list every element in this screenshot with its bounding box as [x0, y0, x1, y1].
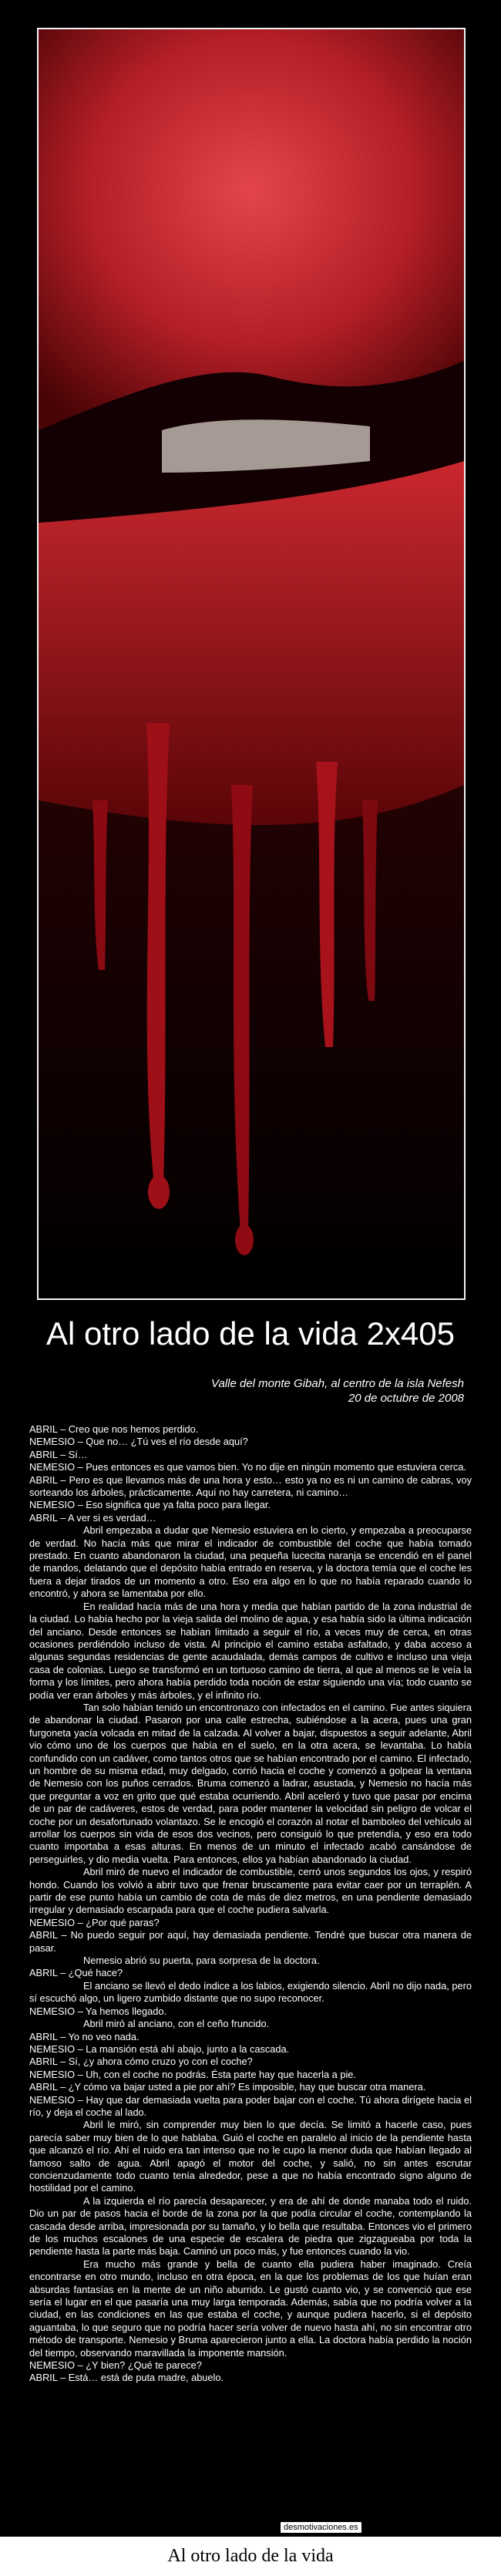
- story-paragraph: NEMESIO – Hay que dar demasiada vuelta para poder bajar con el coche. Tú ahora dirígete hacia el río, y deja el coche al lado.: [29, 2093, 472, 2118]
- story-paragraph: Abril empezaba a dudar que Nemesio estuviera en lo cierto, y empezaba a preocuparse de verdad. No hacía más que mirar el indicador de combustible del coche que había tomado prestado. En cuanto abandonaron la ciudad, una pequeña lucecita naranja se encendió en el panel de mandos, delatando que el depósito había entrado en reserva, y la doctora temía que el coche les fuera a dejar tirados de un momento a otro. Eso era algo en lo que no había reparado cuando lo encontró, y ahora se lamentaba por ello.: [29, 1524, 472, 1600]
- story-paragraph: NEMESIO – Eso significa que ya falta poco para llegar.: [29, 1499, 271, 1511]
- story-paragraph: En realidad hacía más de una hora y media que habían partido de la zona industrial de la ciudad. Lo había hecho por la vieja salida del molino de agua, y esa había sido la última indicación del anciano. Desde entonces se habían limitado a seguir el río, a veces muy de cerca, en otras ocasiones perdiéndolo incluso de vista. Al principio el camino estaba asfaltado, y daba acceso a algunas segundas residencias de gente acaudalada, demás campos de cultivo e incluso una vieja casa de colonias. Luego se transformó en un tortuoso camino de tierra, al que al menos se le veía la forma y los límites, pero ahora había perdido toda noción de estar siguiendo una vía; todo cuanto se podía ver eran árboles y más árboles, y el infinito río.: [29, 1600, 472, 1701]
- lips-image: [39, 29, 464, 1298]
- site-watermark[interactable]: desmotivaciones.es: [280, 2521, 362, 2534]
- story-paragraph: Abril miró al anciano, con el ceño fruncido.: [83, 2018, 270, 2030]
- story-paragraph: Abril le miró, sin comprender muy bien lo que decía. Se limitó a hacerle caso, pues parecía saber muy bien de lo que hablaba. Guió el coche en paralelo al inicio de la pendiente hasta que alcanzó el río. Ahí el ruido era tan intenso que no le cupo la menor duda que habían llegado al famoso salto de agua. Abril apagó el motor del coche, y salió, no sin antes escrutar concienzudamente todo cuanto tenía alrededor, pese a que no había encontrado signo alguno de hostilidad por el camino.: [29, 2119, 472, 2194]
- story-paragraph: ABRIL – ¿Qué hace?: [29, 1967, 123, 1979]
- lips-blood-photo: [37, 28, 466, 1300]
- story-paragraph: ABRIL – Está… está de puta madre, abuelo.: [29, 2372, 224, 2384]
- story-location-date: [211, 1376, 464, 1406]
- story-paragraph: A la izquierda el río parecía desaparecer, y era de ahí de donde manaba todo el ruido. Dio un par de pasos hacia el borde de la zona por la que podía circular el coche, contemplando la cascada desde arriba, impresionada por su tamaño, y lo bella que resultaba. Entonces vio el primero de los muchos escalones de una especie de escalera de piedra que zigzagueaba por toda la pendiente hasta la parte más baja. Caminó un poco más, y fue entonces cuando la vio.: [29, 2194, 472, 2258]
- story-paragraph: Tan solo habían tenido un encontronazo con infectados en el camino. Fue antes siquiera de abandonar la ciudad. Pasaron por una calle estrecha, subiéndose a la acera, pues una gran furgoneta yacía volcada en mitad de la calzada. Al volver a bajar, dispuestos a seguir adelante, Abril vio cómo uno de los cuerpos que había en el suelo, en la otra acera, se levantaba. Lo había confundido con un cadáver, como tantos otros que se habían encontrado por el camino. El infectado, un hombre de su misma edad, muy delgado, corrió hacia el coche y comenzó a golpear la ventana de Nemesio con los puños cerrados. Bruma comenzó a ladrar, asustada, y Nemesio no hacía más que preguntar a voz en grito que qué estaba ocurriendo. Abril aceleró y tuvo que pasar por encima de un par de cadáveres, estos de verdad, para poder mantener la velocidad sin peligro de volcar el coche por un desafortunado volantazo. Se le encogió el corazón al notar el bamboleo del vehículo al arrollar los cuerpos sin vida de esos dos vecinos, pero consiguió lo que pretendía, y eso era todo cuanto importaba a esas alturas. En menos de un minuto el infectado acabó cansándose de perseguirles, y dio media vuelta. Para entonces, ellos ya habían abandonado la ciudad.: [29, 1701, 472, 1865]
- story-paragraph: ABRIL – Yo no veo nada.: [29, 2030, 140, 2042]
- story-paragraph: El anciano se llevó el dedo índice a los labios, exigiendo silencio. Abril no dijo nada, pero sí escuchó algo, un ligero zumbido distante que no supo reconocer.: [29, 1979, 472, 2005]
- story-paragraph: NEMESIO – ¿Por qué paras?: [29, 1916, 160, 1928]
- page-caption: Al otro lado de la vida: [167, 2546, 334, 2566]
- story-body: [29, 1423, 472, 2520]
- story-paragraph: Nemesio abrió su puerta, para sorpresa de la doctora.: [83, 1955, 320, 1967]
- story-paragraph: ABRIL – Pero es que llevamos más de una hora y esto… esto ya no es ni un camino de cabras, voy sorteando los árboles, prácticamente. Aquí no hay carretera, ni camino…: [29, 1473, 472, 1499]
- story-title: Al otro lado de la vida 2x405: [45, 1315, 456, 1352]
- date-line: 20 de octubre de 2008: [348, 1392, 464, 1405]
- story-paragraph: NEMESIO – Que no… ¿Tú ves el río desde aquí?: [29, 1436, 248, 1448]
- story-paragraph: NEMESIO – Ya hemos llegado.: [29, 2005, 167, 2017]
- story-paragraph: NEMESIO – Pues entonces es que vamos bien. Yo no dije en ningún momento que estuviera cerca.: [29, 1461, 466, 1473]
- story-paragraph: ABRIL – A ver si es verdad…: [29, 1511, 156, 1524]
- story-paragraph: ABRIL – ¿Y cómo va bajar usted a pie por ahí? Es imposible, hay que buscar otra manera.: [29, 2081, 426, 2093]
- story-paragraph: Era mucho más grande y bella de cuanto ella pudiera haber imaginado. Creía encontrarse en otro mundo, incluso en otra época, en la que los problemas de los que huían eran absurdas fantasías en la mente de un niño aburrido. Le gustó cuanto vio, y se convenció que ese sería el lugar en el que pasaría una muy larga temporada. Además, sabía que no podría volver a la ciudad, en las condiciones en las que estaba el coche, y aunque pudiera hacerlo, si el depósito aguantaba, lo que seguro que no podría hacer sería volver de nuevo hasta ahí, no sin encontrar otro método de transporte. Nemesio y Bruma aparecieron junto a ella. La doctora había perdido la noción del tiempo, observando maravillada la imponente mansión.: [29, 2258, 472, 2359]
- story-paragraph: ABRIL – Sí…: [29, 1448, 88, 1460]
- story-paragraph: Abril miró de nuevo el indicador de combustible, cerró unos segundos los ojos, y respiró hondo. Cuando los volvió a abrir tuvo que frenar bruscamente para evitar caer por un terraplén. A partir de ese punto había un cambio de cota de más de diez metros, en una pendiente demasiado irregular y demasiado escarpada para que el coche pudiera salvarla.: [29, 1866, 472, 1916]
- story-paragraph: ABRIL – No puedo seguir por aquí, hay demasiada pendiente. Tendré que buscar otra manera de pasar.: [29, 1929, 472, 1954]
- story-paragraph: NEMESIO – La mansión está ahí abajo, junto a la cascada.: [29, 2042, 290, 2055]
- location-line: Valle del monte Gibah, al centro de la isla Nefesh: [211, 1377, 464, 1390]
- story-paragraph: NEMESIO – ¿Y bien? ¿Qué te parece?: [29, 2359, 202, 2372]
- story-paragraph: ABRIL – Sí, ¿y ahora cómo cruzo yo con el coche?: [29, 2056, 253, 2068]
- story-paragraph: ABRIL – Creo que nos hemos perdido.: [29, 1423, 199, 1435]
- story-paragraph: NEMESIO – Uh, con el coche no podrás. Ésta parte hay que hacerla a pie.: [29, 2068, 356, 2080]
